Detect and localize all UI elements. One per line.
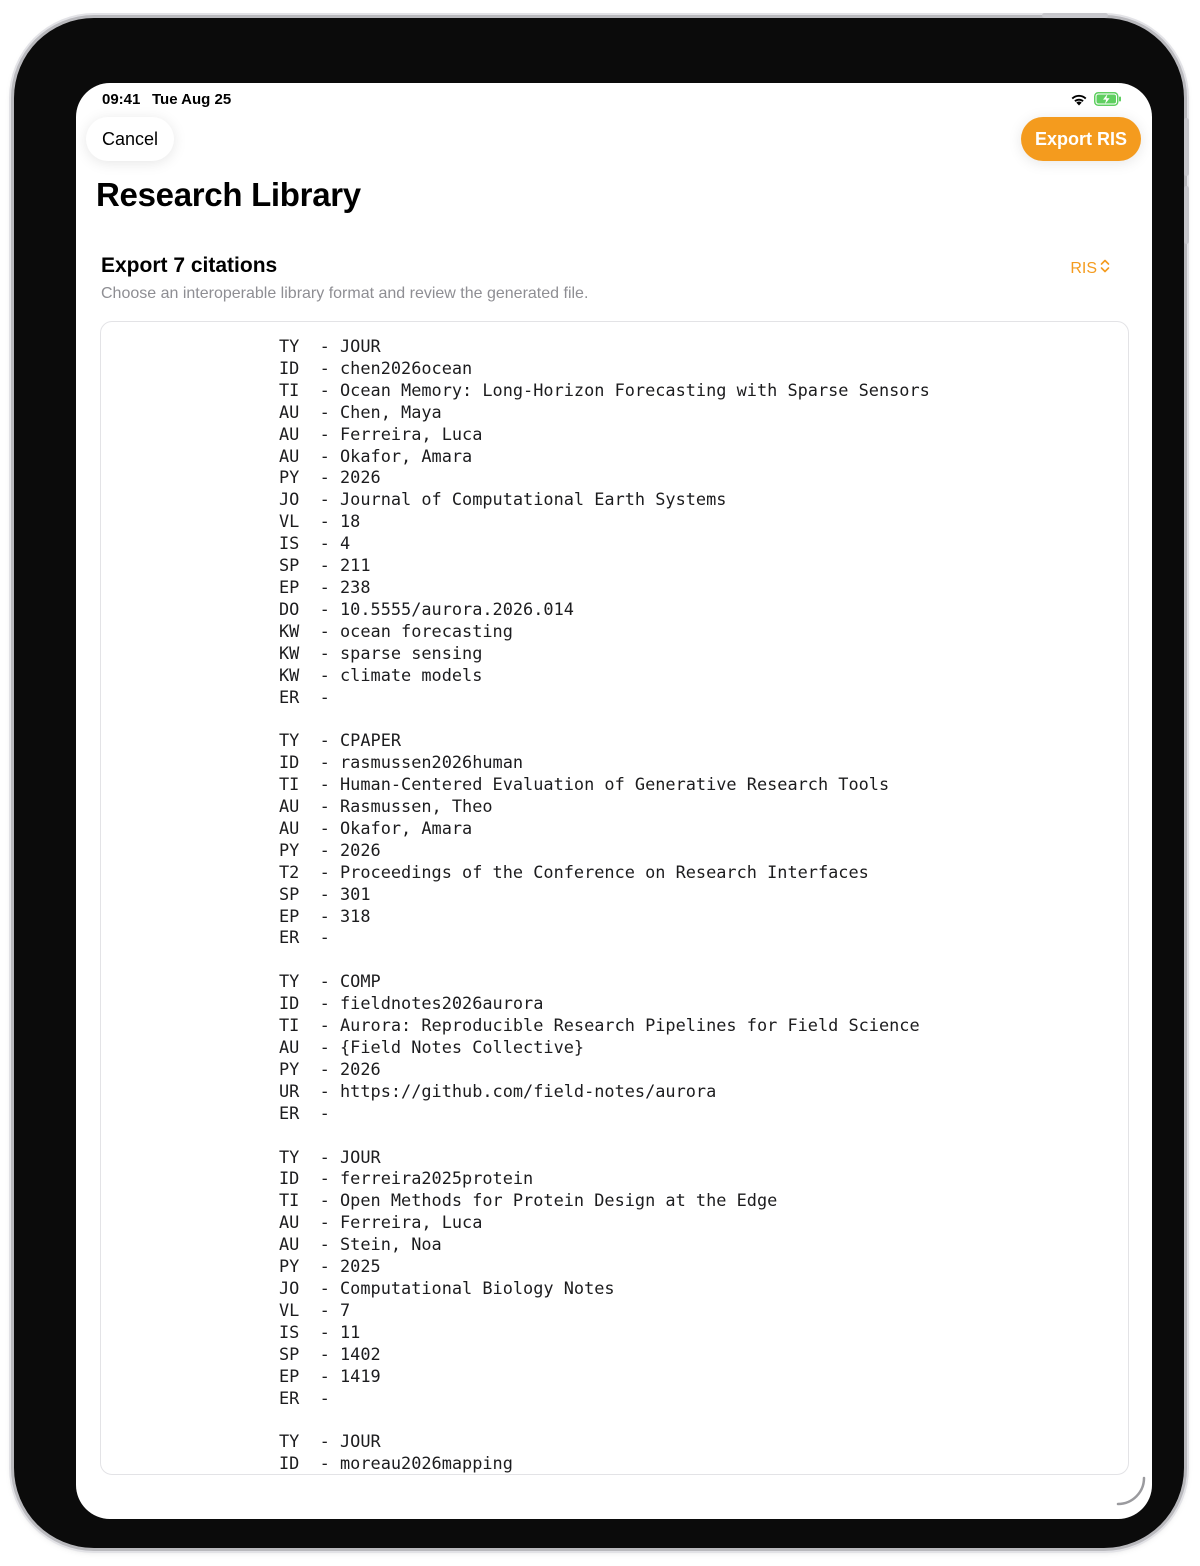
- status-bar: [76, 83, 1152, 117]
- battery-charging-icon: [1094, 92, 1122, 111]
- resize-corner-icon: [1114, 1474, 1148, 1513]
- export-section-title: Export 7 citations: [101, 254, 278, 277]
- status-date: Tue Aug 25: [152, 91, 232, 108]
- wifi-icon: [1070, 93, 1088, 111]
- status-time: 09:41: [102, 91, 141, 108]
- format-picker-value: RIS: [1070, 259, 1097, 277]
- volume-down-button: [1184, 186, 1189, 244]
- ris-output-text: TY - JOUR ID - chen2026ocean TI - Ocean Memory: Long-Horizon Forecasting with Sparse Sensors AU - Chen, Maya AU - Ferreira, Luca AU - Okafor, Amara PY - 2026 JO - Journal of Computational Earth Systems VL - 18 IS - 4 SP - 211 EP - 238 DO - 10.5555/aurora.2026.014 KW - ocean forecasting KW - sparse sensing KW - climate models ER - TY - CPAPER ID - rasmussen2026human TI - Human-Centered Evaluation of Generative Research Tools AU - Rasmussen, Theo AU - Okafor, Amara PY - 2026 T2 - Proceedings of the Conference on Research Interfaces SP - 301 EP - 318 ER - TY - COMP ID - fieldnotes2026aurora TI - Aurora: Reproducible Research Pipelines for Field Science AU - {Field Notes Collective} PY - 2026 UR - https://github.com/field-notes/aurora ER - TY - JOUR ID - ferreira2025protein TI - Open Methods for Protein Design at the Edge AU - Ferreira, Luca AU - Stein, Noa PY - 2025 JO - Computational Biology Notes VL - 7 IS - 11 SP - 1402 EP - 1419 ER - TY - JOUR ID - moreau2026mapping: [279, 336, 930, 1474]
- ipad-frame: [14, 18, 1184, 1548]
- screen: [76, 83, 1152, 1519]
- generated-file-preview[interactable]: [100, 321, 1129, 1475]
- cancel-button[interactable]: Cancel: [86, 117, 174, 161]
- top-button: [1042, 13, 1108, 18]
- status-icons: [1070, 92, 1122, 111]
- export-section-subtitle: Choose an interoperable library format and review the generated file.: [101, 285, 589, 302]
- format-picker[interactable]: [1070, 259, 1110, 278]
- page-title: Research Library: [96, 176, 361, 213]
- export-ris-button[interactable]: Export RIS: [1021, 117, 1141, 161]
- volume-up-button: [1184, 118, 1189, 176]
- chevron-up-down-icon: [1100, 259, 1110, 278]
